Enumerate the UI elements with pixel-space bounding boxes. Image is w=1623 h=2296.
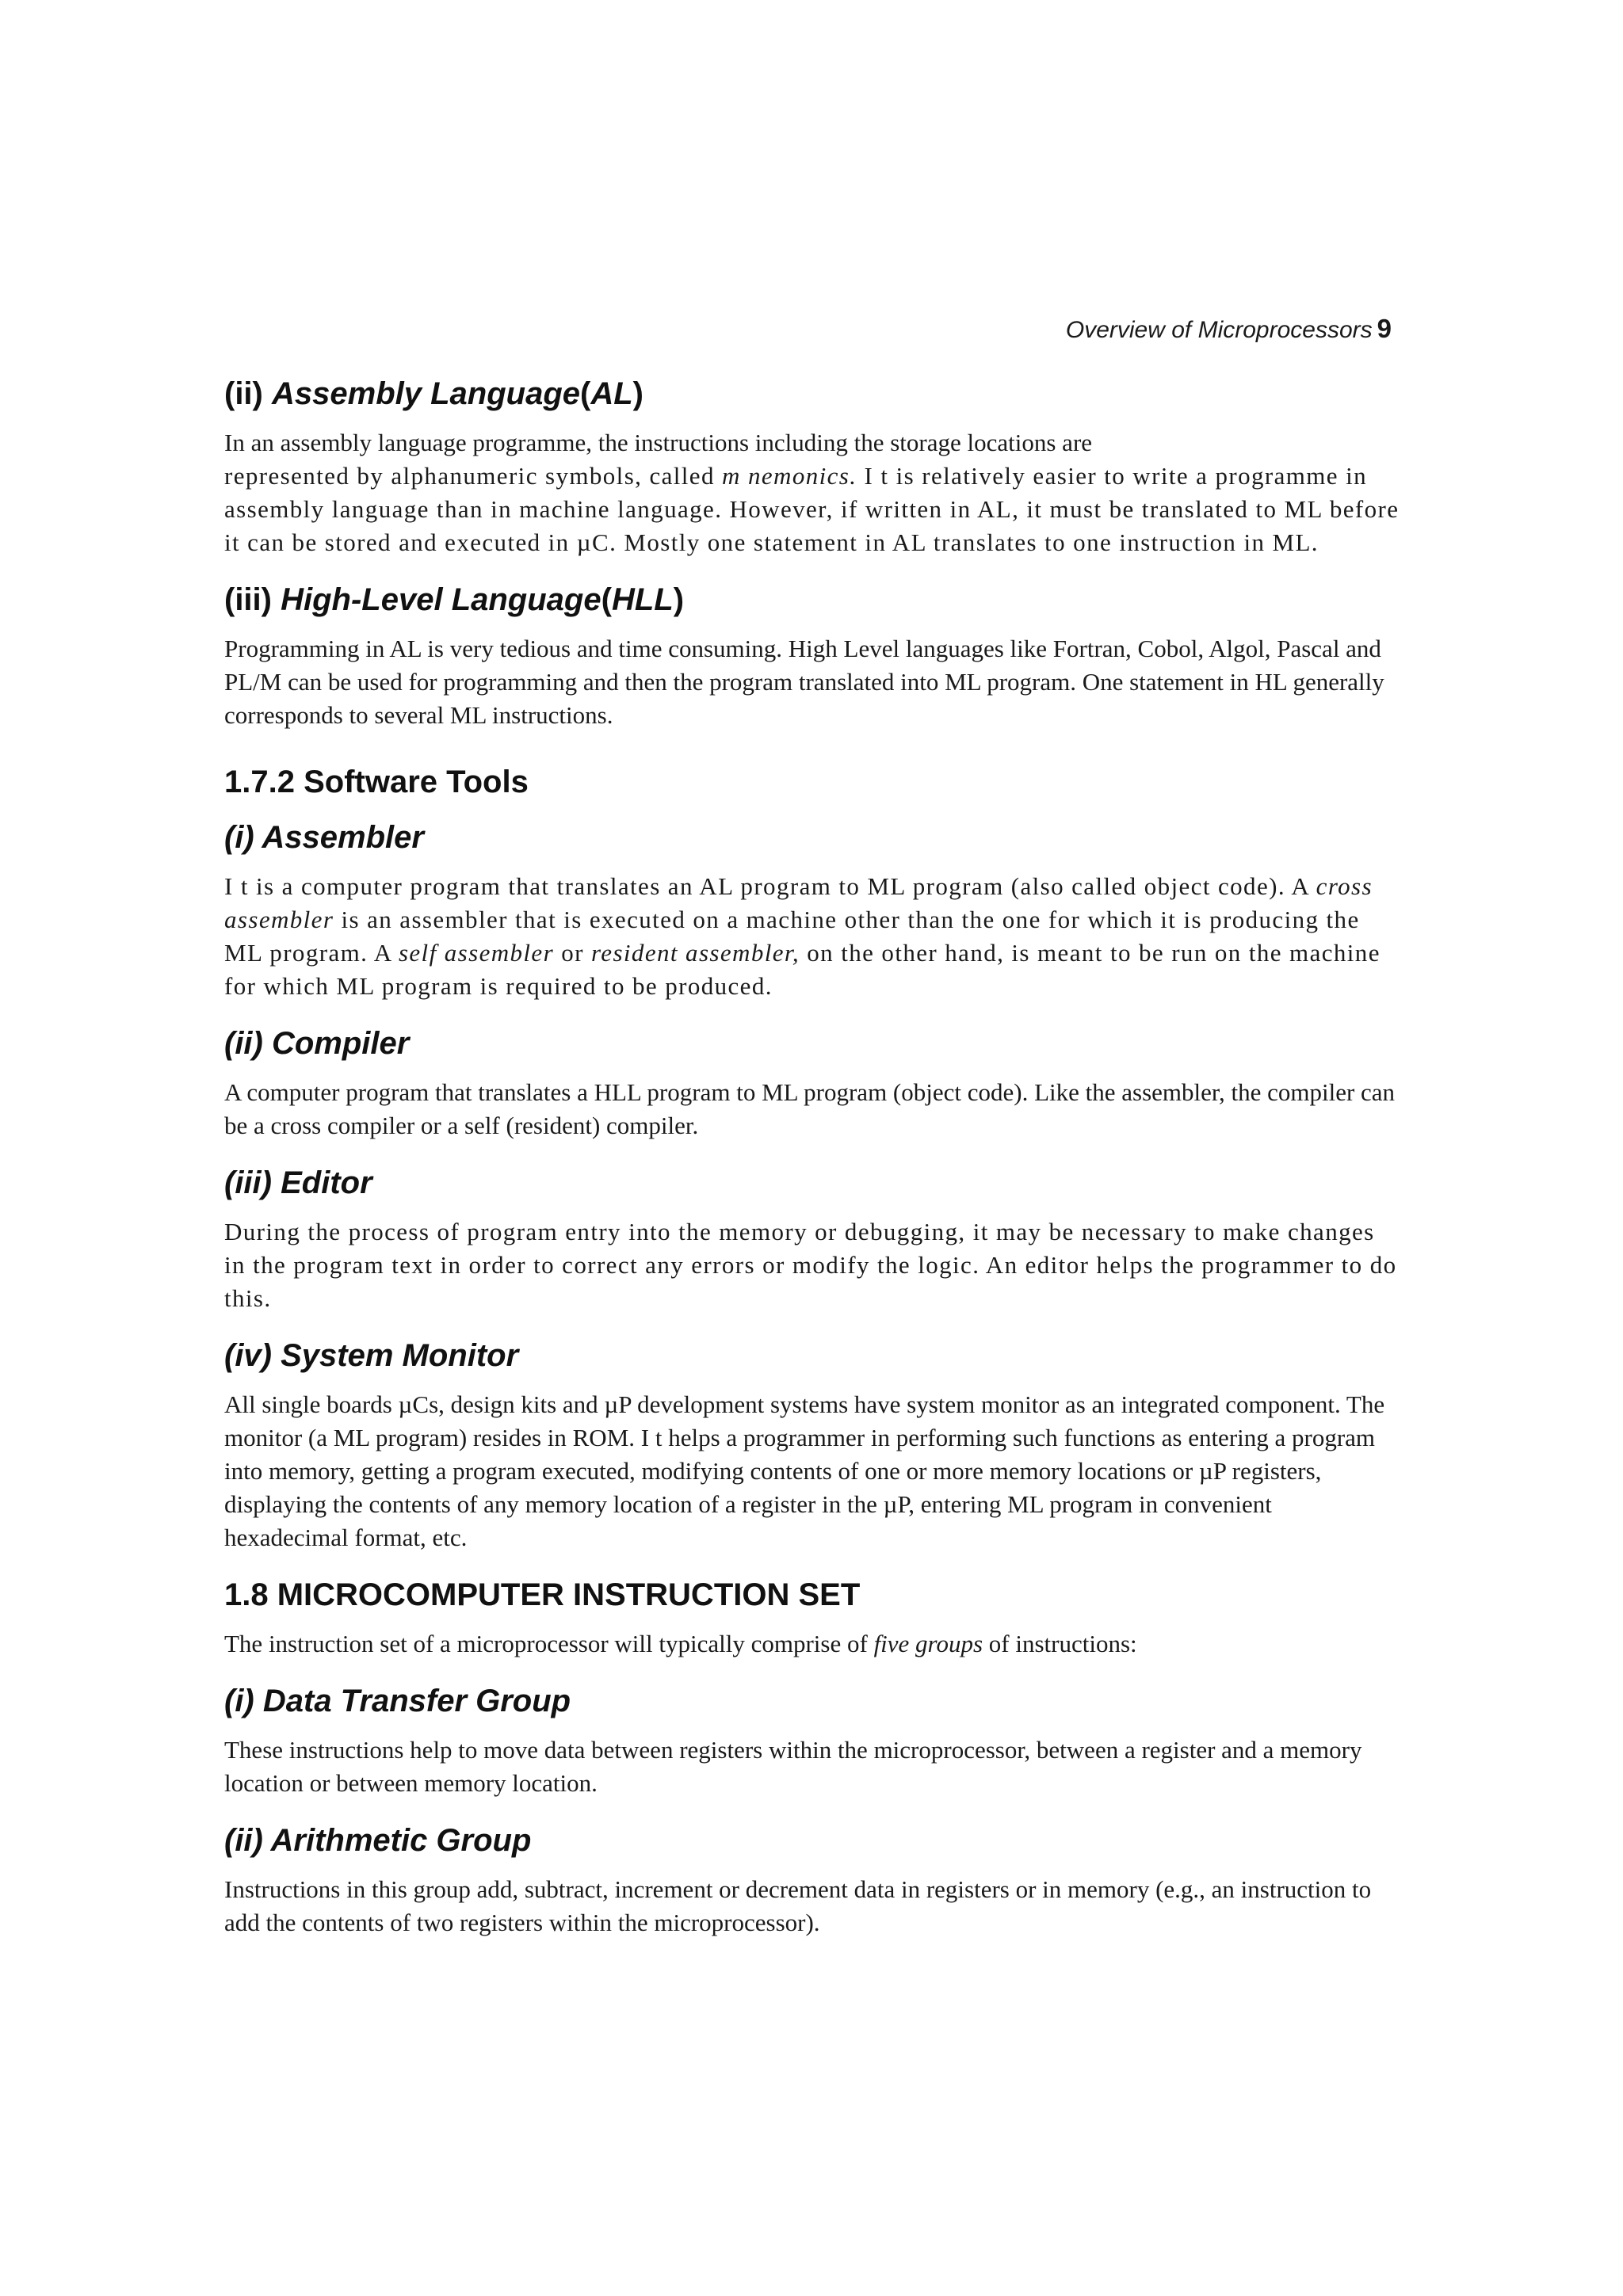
paren-close: )	[673, 582, 685, 617]
term-self-assembler: self assembler	[398, 939, 555, 967]
assembly-paragraph	[224, 460, 1400, 559]
heading-instruction-set: 1.8 MICROCOMPUTER INSTRUCTION SET	[224, 1577, 861, 1612]
heading-number: (iii)	[224, 582, 272, 617]
heading-arithmetic-group: (ii) Arithmetic Group	[224, 1823, 532, 1858]
text-run: I t is relatively easier to write a programme in assembly language than in machine language. However, if written in AL, it must be translated to ML before it can be stored and executed in µC. Mostly one statement in AL translates to one instruction in ML.	[224, 462, 1400, 556]
term-five-groups: five groups	[873, 1630, 983, 1657]
heading-title: High-Level Language	[281, 582, 601, 617]
text-run: of instructions:	[983, 1630, 1137, 1657]
assembler-paragraph	[224, 870, 1400, 1003]
running-header	[1066, 314, 1392, 344]
heading-title: Assembly Language	[272, 376, 581, 411]
page-content	[224, 371, 1400, 1939]
heading-high-level-language	[224, 577, 1400, 623]
heading-abbr: AL	[590, 376, 633, 411]
term-cross-assembler: cross assembler	[224, 872, 1373, 933]
instruction-set-paragraph	[224, 1627, 1400, 1661]
text-run: I t is a computer program that translates an AL program to ML program (also called object code). A	[224, 872, 1316, 900]
monitor-paragraph: All single boards µCs, design kits and µP development systems have system monitor as an integrated component. The monitor (a ML program) resides in ROM. I t helps a programmer in performing such functions as entering a program into memory, getting a program executed, modifying contents of one or more memory locations or µP registers, displaying the contents of any memory location of a register in the µP, entering ML program in convenient hexadecimal format, etc.	[224, 1390, 1385, 1551]
term-mnemonics: m nemonics.	[722, 462, 857, 490]
text-run: represented by alphanumeric symbols, called	[224, 462, 723, 490]
paren-open: (	[580, 376, 591, 411]
assembly-paragraph-line1: In an assembly language programme, the instructions including the storage locations are	[224, 429, 1093, 456]
text-run: is an assembler that is executed on a machine other than the one for which it is producing the ML program. A	[224, 906, 1360, 967]
editor-paragraph: During the process of program entry into the memory or debugging, it may be necessary to make changes in the program text in order to correct any errors or modify the logic. An editor helps the programmer to do this.	[224, 1218, 1397, 1312]
text-run: or	[554, 939, 591, 967]
paren-close: )	[632, 376, 643, 411]
text-run: on the other hand, is meant to be run on the machine for which ML program is required to be produced.	[224, 939, 1381, 1000]
heading-assembly-language	[224, 371, 1400, 417]
text-run: The instruction set of a microprocessor will typically comprise of	[224, 1630, 874, 1657]
compiler-paragraph: A computer program that translates a HLL program to ML program (object code). Like the assembler, the compiler can be a cross compiler or a self (resident) compiler.	[224, 1078, 1396, 1139]
heading-software-tools: 1.7.2 Software Tools	[224, 765, 529, 799]
page-number: 9	[1377, 314, 1392, 343]
heading-number: (ii)	[224, 376, 263, 411]
hll-paragraph: Programming in AL is very tedious and time consuming. High Level languages like Fortran, Cobol, Algol, Pascal and PL/M can be used for programming and then the program translated into ML program. One statement in HL generally corresponds to several ML instructions.	[224, 635, 1384, 729]
heading-data-transfer-group: (i) Data Transfer Group	[224, 1684, 571, 1718]
data-transfer-paragraph: These instructions help to move data between registers within the microprocessor, between a register and a memory location or between memory location.	[224, 1736, 1362, 1797]
paren-open: (	[601, 582, 612, 617]
term-resident-assembler: resident assembler,	[590, 939, 800, 967]
heading-compiler: (ii) Compiler	[224, 1026, 410, 1061]
heading-system-monitor: (iv) System Monitor	[224, 1338, 519, 1373]
heading-abbr: HLL	[611, 582, 674, 617]
arithmetic-paragraph: Instructions in this group add, subtract, increment or decrement data in registers or in memory (e.g., an instruction to add the contents of two registers within the microprocessor).	[224, 1875, 1372, 1936]
heading-editor: (iii) Editor	[224, 1165, 372, 1200]
heading-assembler: (i) Assembler	[224, 820, 424, 855]
running-title: Overview of Microprocessors	[1065, 317, 1373, 343]
